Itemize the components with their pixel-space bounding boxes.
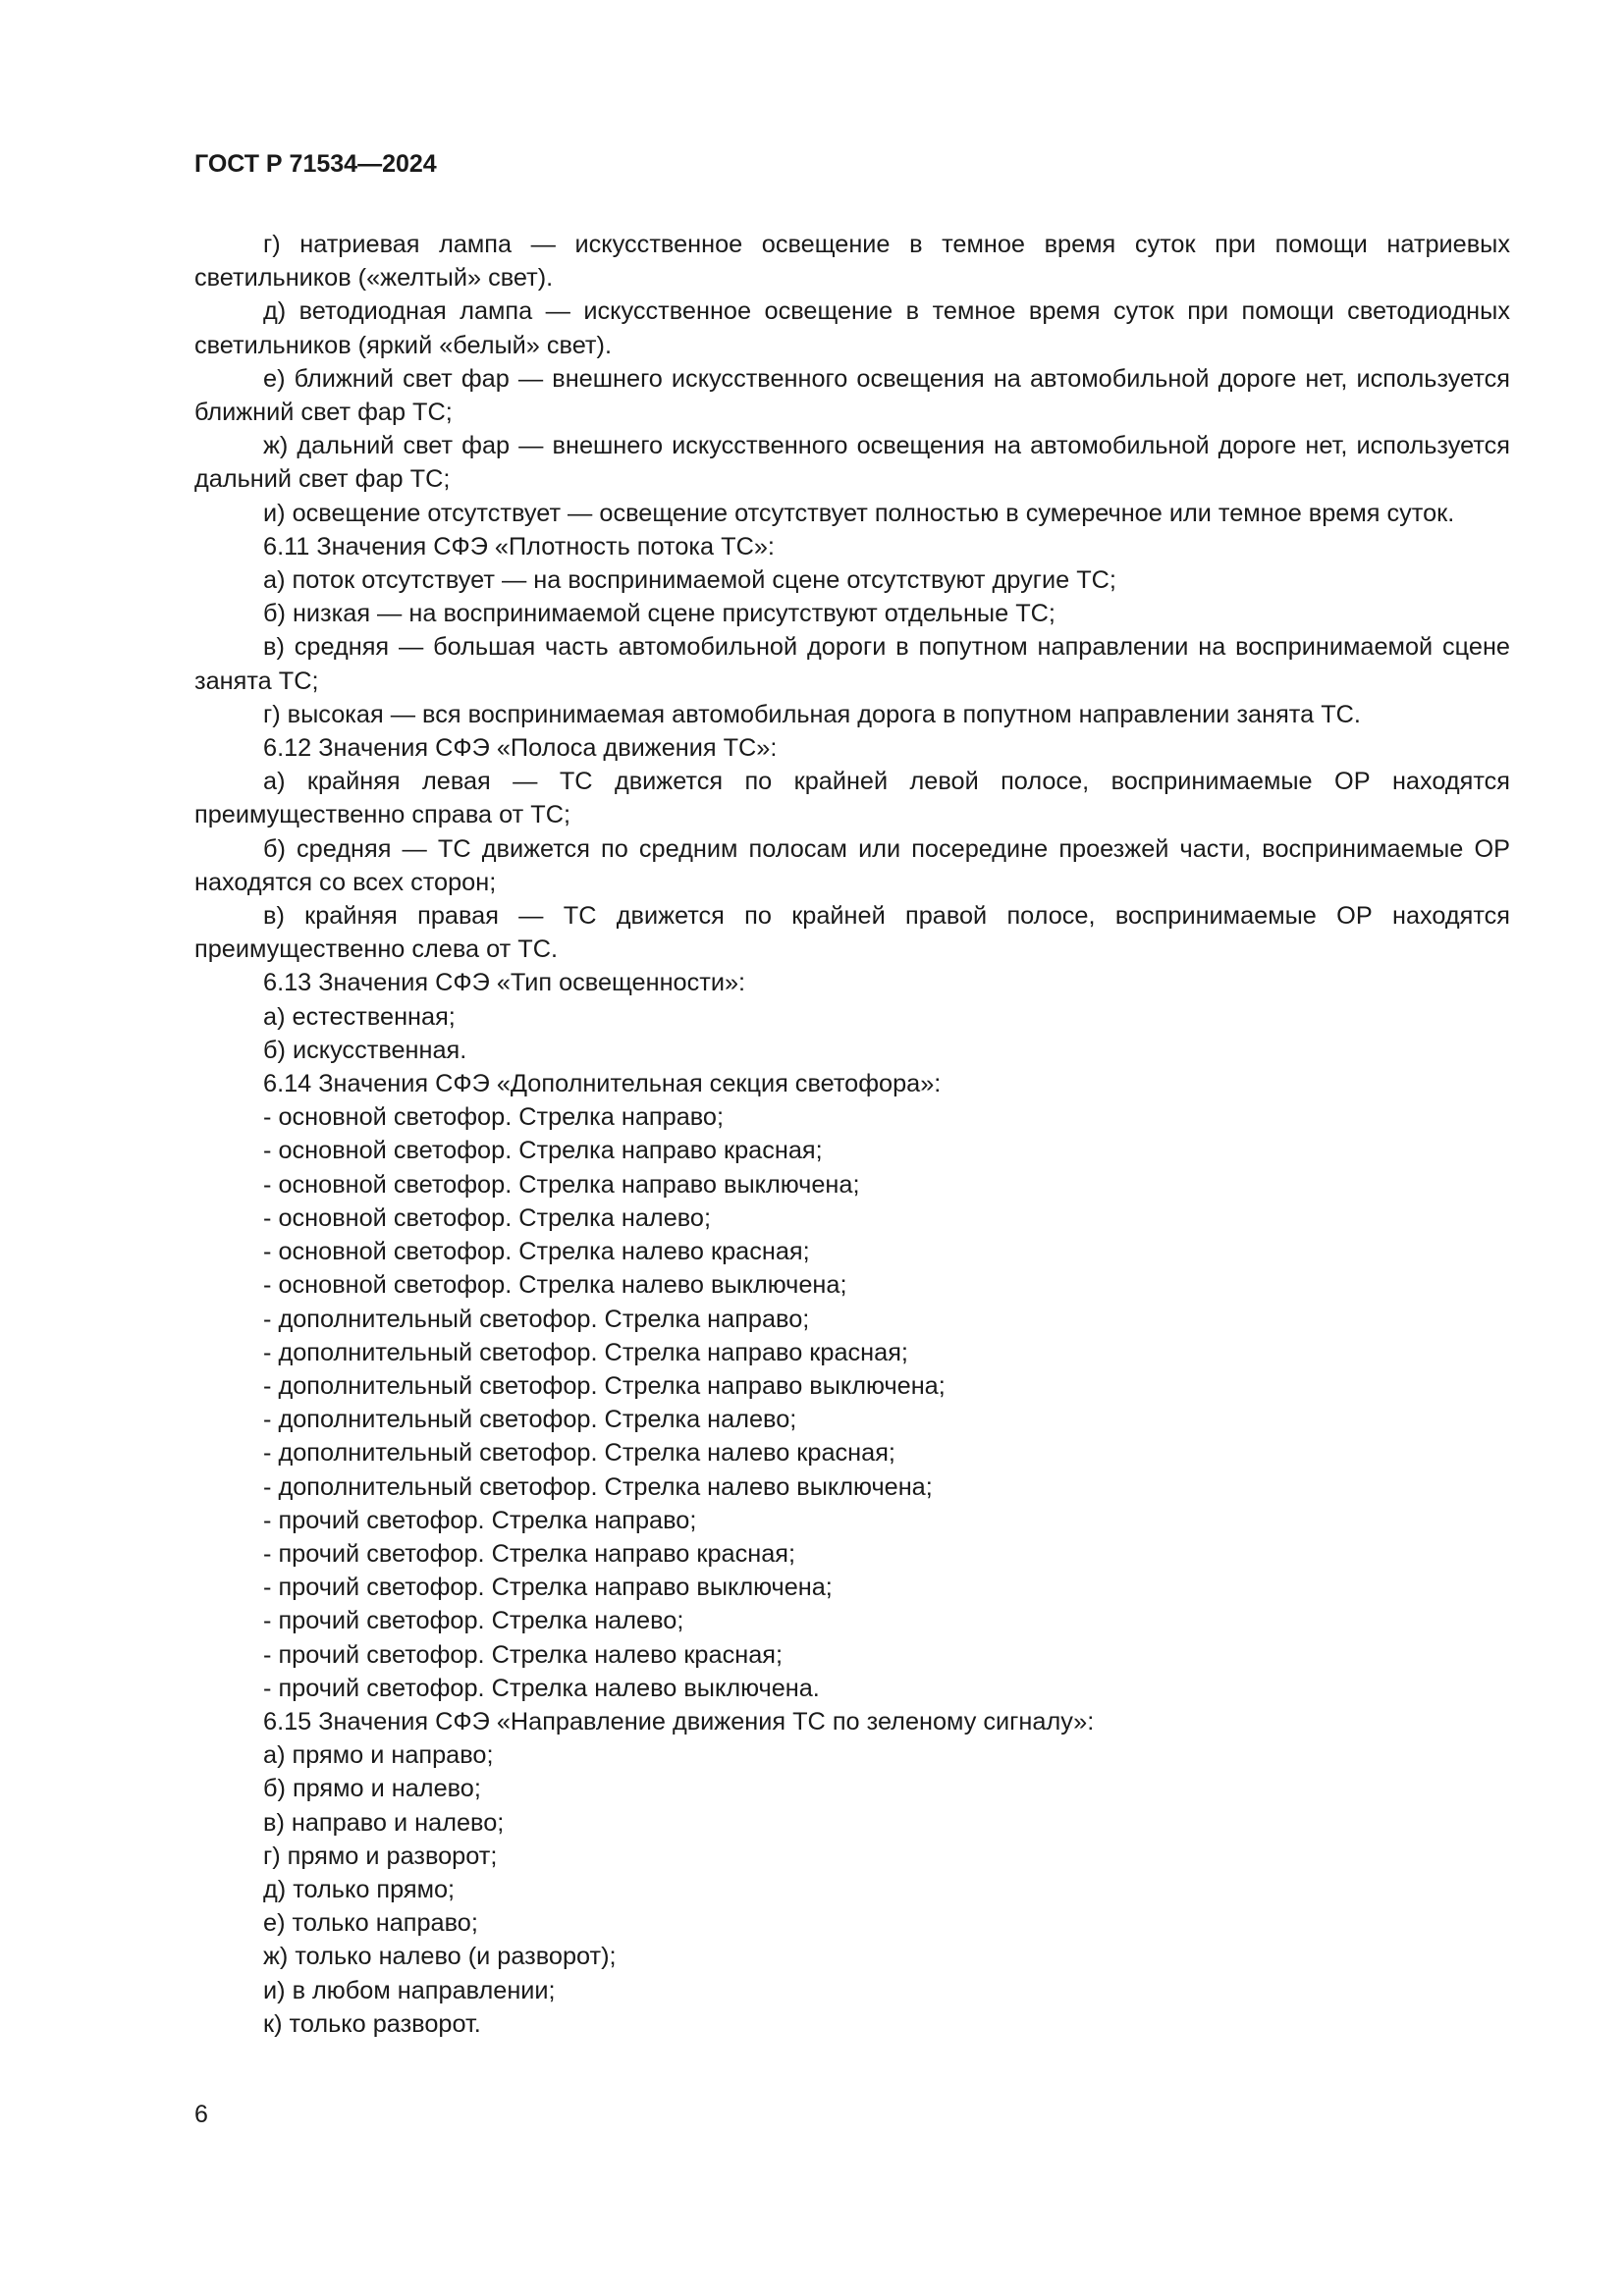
list-item: а) крайняя левая — ТС движется по крайней левой полосе, воспринимаемые ОР находятся преимущественно справа от ТС; [194, 768, 1510, 829]
document-code-header: ГОСТ Р 71534—2024 [194, 150, 437, 178]
list-item: - прочий светофор. Стрелка направо красная; [263, 1539, 795, 1568]
list-item: к) только разворот. [263, 2009, 481, 2038]
list-item: б) прямо и налево; [263, 1775, 481, 1803]
list-item: е) только направо; [263, 1909, 478, 1938]
section-heading-6-14: 6.14 Значения СФЭ «Дополнительная секция светофора»: [263, 1070, 942, 1098]
list-item: - прочий светофор. Стрелка налево выключена. [263, 1674, 820, 1702]
list-item: - дополнительный светофор. Стрелка направо; [263, 1305, 810, 1333]
list-item: в) средняя — большая часть автомобильной дороги в попутном направлении на воспринимаемой сцене занята ТС; [194, 633, 1510, 695]
paragraph: г) натриевая лампа — искусственное освещение в темное время суток при помощи натриевых светильников («желтый» свет). [194, 231, 1510, 293]
list-item: б) средняя — ТС движется по средним полосам или посередине проезжей части, воспринимаемые ОР находятся со всех сторон; [194, 834, 1510, 896]
list-item: - прочий светофор. Стрелка направо; [263, 1506, 697, 1534]
list-item: - дополнительный светофор. Стрелка налево; [263, 1406, 797, 1434]
list-item: г) высокая — вся воспринимаемая автомобильная дорога в попутном направлении занята ТС. [263, 700, 1361, 728]
list-item: а) естественная; [263, 1002, 456, 1031]
list-item: в) направо и налево; [263, 1808, 505, 1837]
list-item: - дополнительный светофор. Стрелка налево красная; [263, 1439, 895, 1468]
list-item: - дополнительный светофор. Стрелка налево выключена; [263, 1472, 933, 1501]
list-item: а) поток отсутствует — на воспринимаемой сцене отсутствуют другие ТС; [263, 566, 1116, 595]
page-number: 6 [194, 2101, 208, 2128]
list-item: - основной светофор. Стрелка направо красная; [263, 1137, 823, 1165]
section-heading-6-13: 6.13 Значения СФЭ «Тип освещенности»: [263, 969, 746, 997]
list-item: - основной светофор. Стрелка направо; [263, 1103, 725, 1132]
list-item: а) прямо и направо; [263, 1741, 494, 1770]
list-item: - дополнительный светофор. Стрелка направо красная; [263, 1338, 908, 1366]
list-item: - основной светофор. Стрелка направо выключена; [263, 1170, 860, 1199]
list-item: - дополнительный светофор. Стрелка направо выключена; [263, 1371, 946, 1400]
section-heading-6-11: 6.11 Значения СФЭ «Плотность потока ТС»: [263, 532, 775, 561]
list-item: б) низкая — на воспринимаемой сцене присутствуют отдельные ТС; [263, 600, 1056, 628]
list-item: д) только прямо; [263, 1875, 456, 1903]
document-body [194, 228, 1510, 2041]
list-item: - основной светофор. Стрелка налево красная; [263, 1238, 810, 1266]
list-item: и) в любом направлении; [263, 1976, 556, 2004]
paragraph: ж) дальний свет фар — внешнего искусственного освещения на автомобильной дороге нет, используется дальний свет фар ТС; [194, 432, 1510, 494]
paragraph: е) ближний свет фар — внешнего искусственного освещения на автомобильной дороге нет, используется ближний свет фар ТС; [194, 364, 1510, 427]
list-item: в) крайняя правая — ТС движется по крайней правой полосе, воспринимаемые ОР находятся преимущественно слева от ТС. [194, 902, 1510, 964]
paragraph: д) ветодиодная лампа — искусственное освещение в темное время суток при помощи светодиодных светильников (яркий «белый» свет). [194, 297, 1510, 359]
list-item: ж) только налево (и разворот); [263, 1943, 617, 1971]
list-item: г) прямо и разворот; [263, 1842, 498, 1870]
list-item: - прочий светофор. Стрелка направо выключена; [263, 1574, 833, 1602]
list-item: - основной светофор. Стрелка налево; [263, 1203, 712, 1232]
list-item: - прочий светофор. Стрелка налево; [263, 1607, 684, 1635]
paragraph: и) освещение отсутствует — освещение отсутствует полностью в сумеречное или темное время суток. [263, 499, 1455, 527]
list-item: - прочий светофор. Стрелка налево красная; [263, 1640, 783, 1669]
list-item: б) искусственная. [263, 1036, 467, 1064]
section-heading-6-12: 6.12 Значения СФЭ «Полоса движения ТС»: [263, 734, 778, 763]
list-item: - основной светофор. Стрелка налево выключена; [263, 1271, 847, 1300]
section-heading-6-15: 6.15 Значения СФЭ «Направление движения ТС по зеленому сигналу»: [263, 1707, 1095, 1735]
